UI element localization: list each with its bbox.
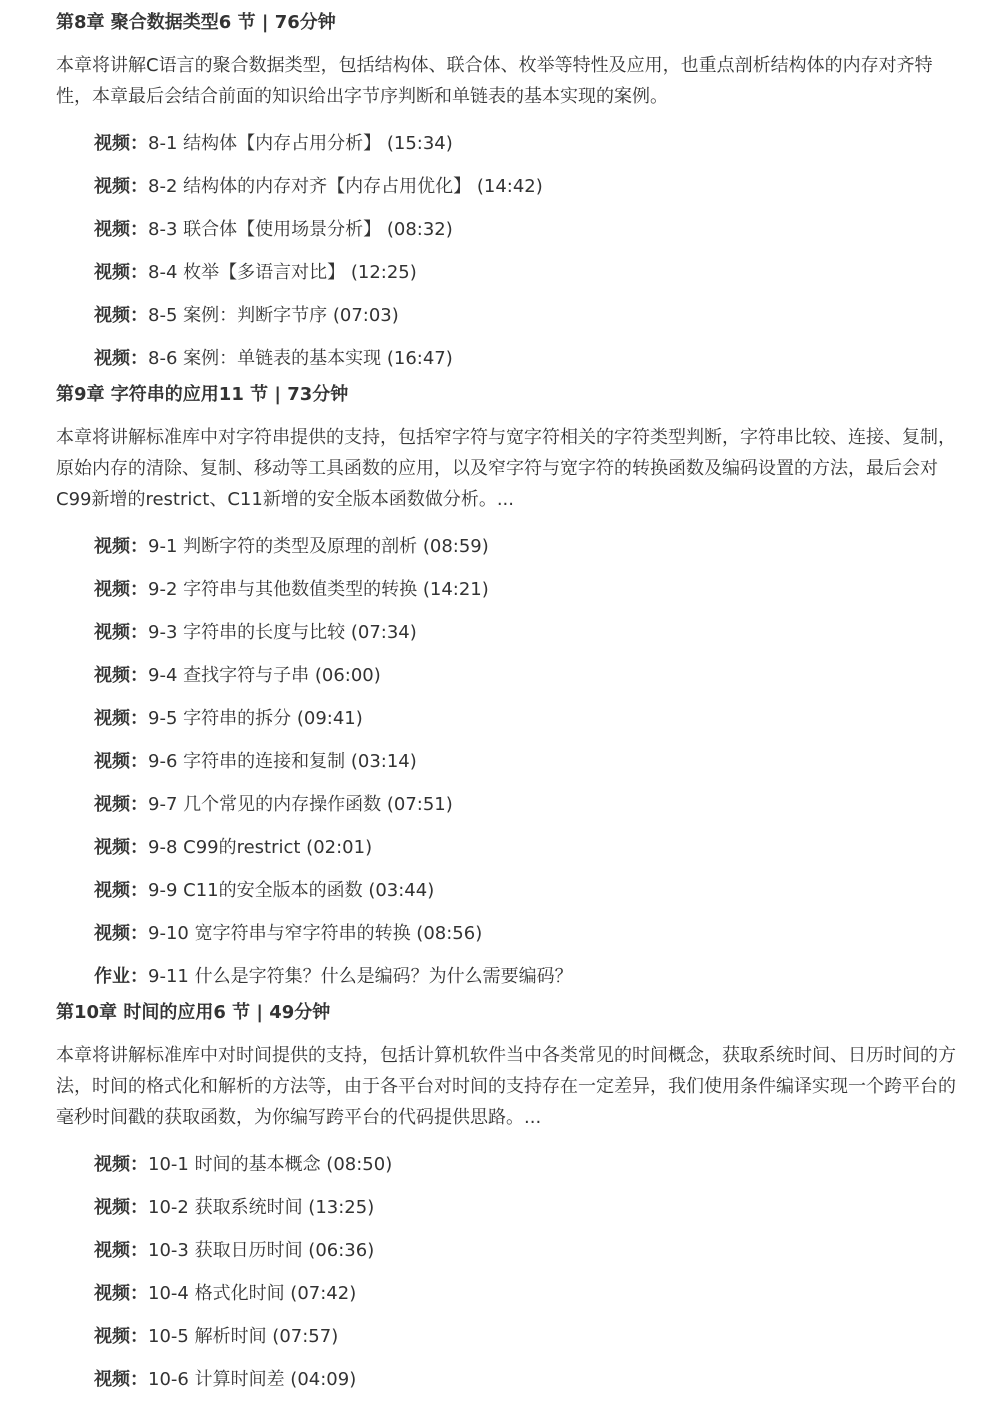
lesson-type: 视频： (94, 1197, 148, 1218)
lesson-item[interactable] (94, 611, 956, 654)
chapter-description: 本章将讲解标准库中对时间提供的支持，包括计算机软件当中各类常见的时间概念，获取系统时间、日历时间的方法，时间的格式化和解析的方法等，由于各平台对时间的支持存在一定差异，我们使用条件编译实现一个跨平台的毫秒时间戳的获取函数，为你编写跨平台的代码提供思路。... (56, 1045, 956, 1128)
homework-item[interactable] (94, 955, 956, 998)
lesson-title[interactable]: 8-2 结构体的内存对齐【内存占用优化】 (14:42) (148, 176, 543, 197)
course-outline (56, 8, 956, 1401)
chapter-title: 第10章 时间的应用6 节 | 49分钟 (56, 1002, 331, 1023)
lesson-type: 视频： (94, 1154, 148, 1175)
lesson-title[interactable]: 8-4 枚举【多语言对比】 (12:25) (148, 262, 417, 283)
lesson-type: 视频： (94, 133, 148, 154)
lesson-title[interactable]: 10-2 获取系统时间 (13:25) (148, 1197, 375, 1218)
lesson-title[interactable]: 8-3 联合体【使用场景分析】 (08:32) (148, 219, 453, 240)
lesson-type: 视频： (94, 1326, 148, 1347)
lesson-item[interactable] (94, 740, 956, 783)
lesson-item[interactable] (94, 294, 956, 337)
lesson-item[interactable] (94, 1229, 956, 1272)
lesson-title[interactable]: 9-11 什么是字符集？什么是编码？为什么需要编码？ (148, 966, 573, 987)
lesson-item[interactable] (94, 1315, 956, 1358)
lesson-item[interactable] (94, 568, 956, 611)
lesson-type: 视频： (94, 176, 148, 197)
lesson-item[interactable] (94, 869, 956, 912)
lesson-type: 视频： (94, 751, 148, 772)
chapter-8 (56, 8, 956, 380)
lesson-item[interactable] (94, 826, 956, 869)
chapter-title: 第8章 聚合数据类型6 节 | 76分钟 (56, 12, 336, 33)
lesson-item[interactable] (94, 251, 956, 294)
lesson-type: 视频： (94, 837, 148, 858)
lesson-title[interactable]: 9-4 查找字符与子串 (06:00) (148, 665, 381, 686)
lesson-type: 视频： (94, 794, 148, 815)
lesson-title[interactable]: 10-4 格式化时间 (07:42) (148, 1283, 357, 1304)
lesson-title[interactable]: 10-5 解析时间 (07:57) (148, 1326, 339, 1347)
lesson-type: 作业： (94, 966, 148, 987)
lesson-type: 视频： (94, 923, 148, 944)
lesson-item[interactable] (94, 208, 956, 251)
chapter-9 (56, 380, 956, 998)
chapter-description: 本章将讲解C语言的聚合数据类型，包括结构体、联合体、枚举等特性及应用，也重点剖析结构体的内存对齐特性，本章最后会结合前面的知识给出字节序判断和单链表的基本实现的案例。 (56, 55, 933, 107)
lesson-type: 视频： (94, 579, 148, 600)
lesson-title[interactable]: 9-7 几个常见的内存操作函数 (07:51) (148, 794, 453, 815)
lesson-item[interactable] (94, 697, 956, 740)
lesson-title[interactable]: 9-6 字符串的连接和复制 (03:14) (148, 751, 417, 772)
lesson-item[interactable] (94, 1186, 956, 1229)
lesson-item[interactable] (94, 1358, 956, 1401)
lesson-title[interactable]: 10-3 获取日历时间 (06:36) (148, 1240, 375, 1261)
lesson-title[interactable]: 8-5 案例：判断字节序 (07:03) (148, 305, 399, 326)
lesson-title[interactable]: 9-9 C11的安全版本的函数 (03:44) (148, 880, 435, 901)
lesson-title[interactable]: 9-1 判断字符的类型及原理的剖析 (08:59) (148, 536, 489, 557)
lesson-type: 视频： (94, 622, 148, 643)
lesson-type: 视频： (94, 880, 148, 901)
lesson-title[interactable]: 9-8 C99的restrict (02:01) (148, 837, 373, 858)
lesson-title[interactable]: 9-10 宽字符串与窄字符串的转换 (08:56) (148, 923, 483, 944)
lesson-title[interactable]: 8-1 结构体【内存占用分析】 (15:34) (148, 133, 453, 154)
chapter-description: 本章将讲解标准库中对字符串提供的支持，包括窄字符与宽字符相关的字符类型判断，字符串比较、连接、复制，原始内存的清除、复制、移动等工具函数的应用，以及窄字符与宽字符的转换函数及编码设置的方法，最后会对C99新增的restrict、C11新增的安全版本函数做分析。... (56, 427, 956, 510)
chapter-10 (56, 998, 956, 1401)
lesson-type: 视频： (94, 1369, 148, 1390)
lesson-type: 视频： (94, 1240, 148, 1261)
lesson-type: 视频： (94, 708, 148, 729)
lesson-type: 视频： (94, 219, 148, 240)
lesson-title[interactable]: 10-1 时间的基本概念 (08:50) (148, 1154, 393, 1175)
lesson-item[interactable] (94, 1143, 956, 1186)
lesson-type: 视频： (94, 305, 148, 326)
lesson-title[interactable]: 9-2 字符串与其他数值类型的转换 (14:21) (148, 579, 489, 600)
lesson-title[interactable]: 8-6 案例：单链表的基本实现 (16:47) (148, 348, 453, 369)
lesson-item[interactable] (94, 165, 956, 208)
lesson-item[interactable] (94, 337, 956, 380)
lesson-type: 视频： (94, 1283, 148, 1304)
lesson-type: 视频： (94, 536, 148, 557)
lesson-item[interactable] (94, 525, 956, 568)
lesson-item[interactable] (94, 122, 956, 165)
chapter-title: 第9章 字符串的应用11 节 | 73分钟 (56, 384, 349, 405)
lesson-title[interactable]: 9-5 字符串的拆分 (09:41) (148, 708, 363, 729)
lesson-type: 视频： (94, 348, 148, 369)
lesson-title[interactable]: 10-6 计算时间差 (04:09) (148, 1369, 357, 1390)
lesson-item[interactable] (94, 912, 956, 955)
lesson-type: 视频： (94, 665, 148, 686)
lesson-type: 视频： (94, 262, 148, 283)
lesson-item[interactable] (94, 783, 956, 826)
lesson-item[interactable] (94, 1272, 956, 1315)
lesson-title[interactable]: 9-3 字符串的长度与比较 (07:34) (148, 622, 417, 643)
lesson-item[interactable] (94, 654, 956, 697)
